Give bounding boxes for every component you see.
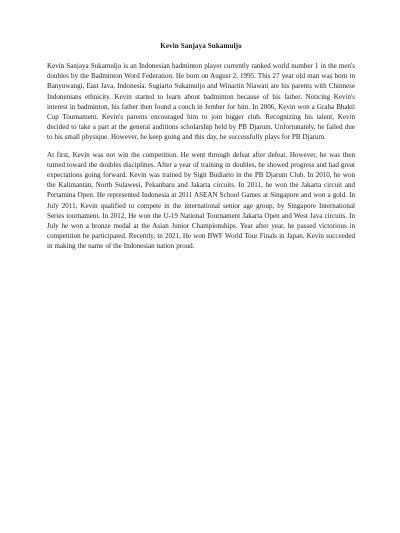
paragraph-early-life: Kevin Sanjaya Sukamuljo is an Indonesian badminton player currently ranked world number 1 in the men's doubles by the Badminton Word Federation. He born on August 2, 1995. This 27 year old man was born in Banyuwangi, East Java, Indonesia. Sugiarto Sukamuljo and Winartin Niawati are his parents with Chinnese Indonenians ethnicity. Kevin started to learn about badminton because of his father. Noticing Kevin's interest in badminton, his father then found a couch in Jember for him. In 2006, Kevin won a Graha Bhakti Cup Tournament. Kevin's parents encouraged him to join bigger club. Recognizing his talent, Kevin decided to take a part at the general auditions scholarship held by PB Djarum. Unfortunately, he failed due to his small physique. However, he keep going and this day, he successfully plays for PB Djarum. (47, 62, 355, 142)
paragraph-career: At first, Kevin was not win the competition. He went through defeat after defeat. However, he was then turned toward the doubles disciplines. After a year of training in doubles, he showed progress and had great expectations going forward. Kevin was trained by Sigit Budiarto in the PB Djarum Club. In 2010, he won the Kalimantan, North Sulawesi, Pekanbaru and Jakarta circuits. In 2011, he won the Jakarta circuit and Pertamina Open. He represented Indonesia at 2011 ASEAN School Games at Singapore and won a gold. In July 2011, Kevin qualified to compete in the international senior age group, by Singapore International Series tournament. In 2012, He won the U-19 National Tournament Jakarta Open and West Java circuits. In July he won a bronze medal at the Asian Junior Championships. Year after year, he passed victorious in competition he participated. Recently, in 2021, He won BWF World Tour Finals in Japan. Kevin succeeded in making the name of the Indonesian nation proud. (47, 150, 355, 251)
document-title: Kevin Sanjaya Sukamuljo (160, 42, 242, 50)
